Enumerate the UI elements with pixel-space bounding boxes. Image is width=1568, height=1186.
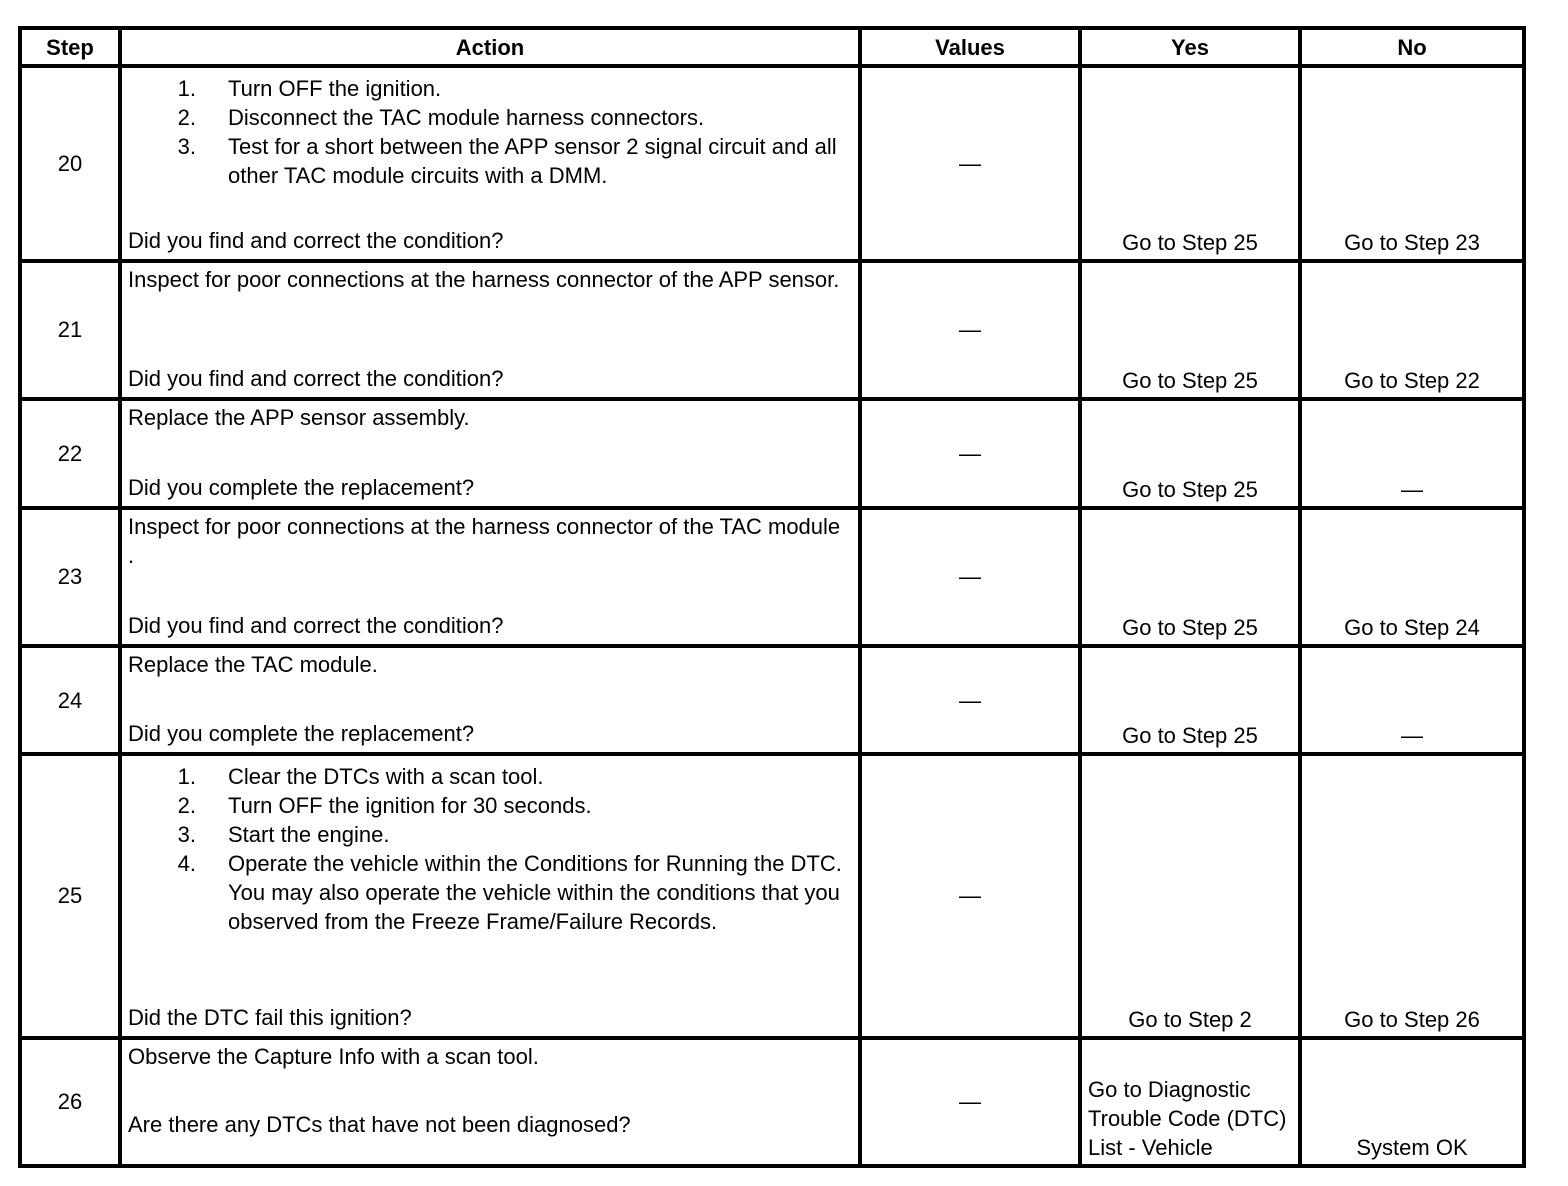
action-cell [120,261,860,400]
table-row [20,754,1524,1037]
no-cell: Go to Step 23 [1300,66,1524,261]
table-row [20,399,1524,507]
action-question: Did you find and correct the condition? [128,613,504,639]
values-cell: — [860,1038,1080,1167]
table-row [20,1038,1524,1167]
action-list [128,762,852,936]
header-row [20,28,1524,66]
step-number: 20 [20,66,120,261]
header-yes: Yes [1080,28,1300,66]
yes-cell: Go to Step 25 [1080,508,1300,647]
no-cell: Go to Step 22 [1300,261,1524,400]
values-cell: — [860,508,1080,647]
values-cell: — [860,399,1080,507]
values-cell: — [860,261,1080,400]
no-cell: Go to Step 26 [1300,754,1524,1037]
diagnostic-table [18,26,1526,1168]
action-list [128,74,852,190]
list-item: 2. Disconnect the TAC module harness connectors. [177,105,705,130]
header-step: Step [20,28,120,66]
list-item: 3. Test for a short between the APP sensor 2 signal circuit and all other TAC module circuits with a DMM. [177,134,837,188]
list-item: 2. Turn OFF the ignition for 30 seconds. [177,793,592,819]
no-cell: — [1300,646,1524,754]
action-text: Inspect for poor connections at the harness connector of the APP sensor. [128,266,840,292]
list-item: 3. Start the engine. [177,822,390,848]
action-text: Replace the APP sensor assembly. [128,405,470,431]
yes-cell: Go to Step 25 [1080,66,1300,261]
step-number: 22 [20,399,120,507]
step-number: 21 [20,261,120,400]
values-cell: — [860,754,1080,1037]
no-cell: — [1300,399,1524,507]
list-item: 1. Clear the DTCs with a scan tool. [177,764,544,790]
action-text: Inspect for poor connections at the harness connector of the TAC module . [128,513,841,568]
yes-cell: Go to Diagnostic Trouble Code (DTC) List - Vehicle [1080,1038,1300,1167]
no-cell: Go to Step 24 [1300,508,1524,647]
yes-cell: Go to Step 25 [1080,646,1300,754]
action-cell [120,1038,860,1167]
action-question: Are there any DTCs that have not been diagnosed? [128,1111,631,1137]
action-question: Did you find and correct the condition? [128,227,504,253]
step-number: 25 [20,754,120,1037]
table-row [20,508,1524,647]
header-values: Values [860,28,1080,66]
step-number: 23 [20,508,120,647]
table-row [20,261,1524,400]
yes-cell: Go to Step 25 [1080,399,1300,507]
action-text: Observe the Capture Info with a scan tool. [128,1043,539,1069]
list-item: 4. Operate the vehicle within the Conditions for Running the DTC. You may also operate the vehicle within the conditions that you observed from the Freeze Frame/Failure Records. [177,851,842,935]
header-action: Action [120,28,860,66]
action-cell [120,754,860,1037]
no-cell: System OK [1300,1038,1524,1167]
step-number: 24 [20,646,120,754]
step-number: 26 [20,1038,120,1167]
action-question: Did you complete the replacement? [128,474,475,500]
values-cell: — [860,646,1080,754]
table-row [20,646,1524,754]
action-question: Did you find and correct the condition? [128,366,504,392]
action-question: Did you complete the replacement? [128,721,475,747]
action-cell [120,508,860,647]
action-question: Did the DTC fail this ignition? [128,1004,412,1030]
action-cell [120,66,860,261]
list-item: 1. Turn OFF the ignition. [177,76,442,101]
yes-cell: Go to Step 25 [1080,261,1300,400]
yes-cell: Go to Step 2 [1080,754,1300,1037]
action-text: Replace the TAC module. [128,652,378,678]
values-cell: — [860,66,1080,261]
action-cell [120,399,860,507]
action-cell [120,646,860,754]
header-no: No [1300,28,1524,66]
table-row [20,66,1524,261]
